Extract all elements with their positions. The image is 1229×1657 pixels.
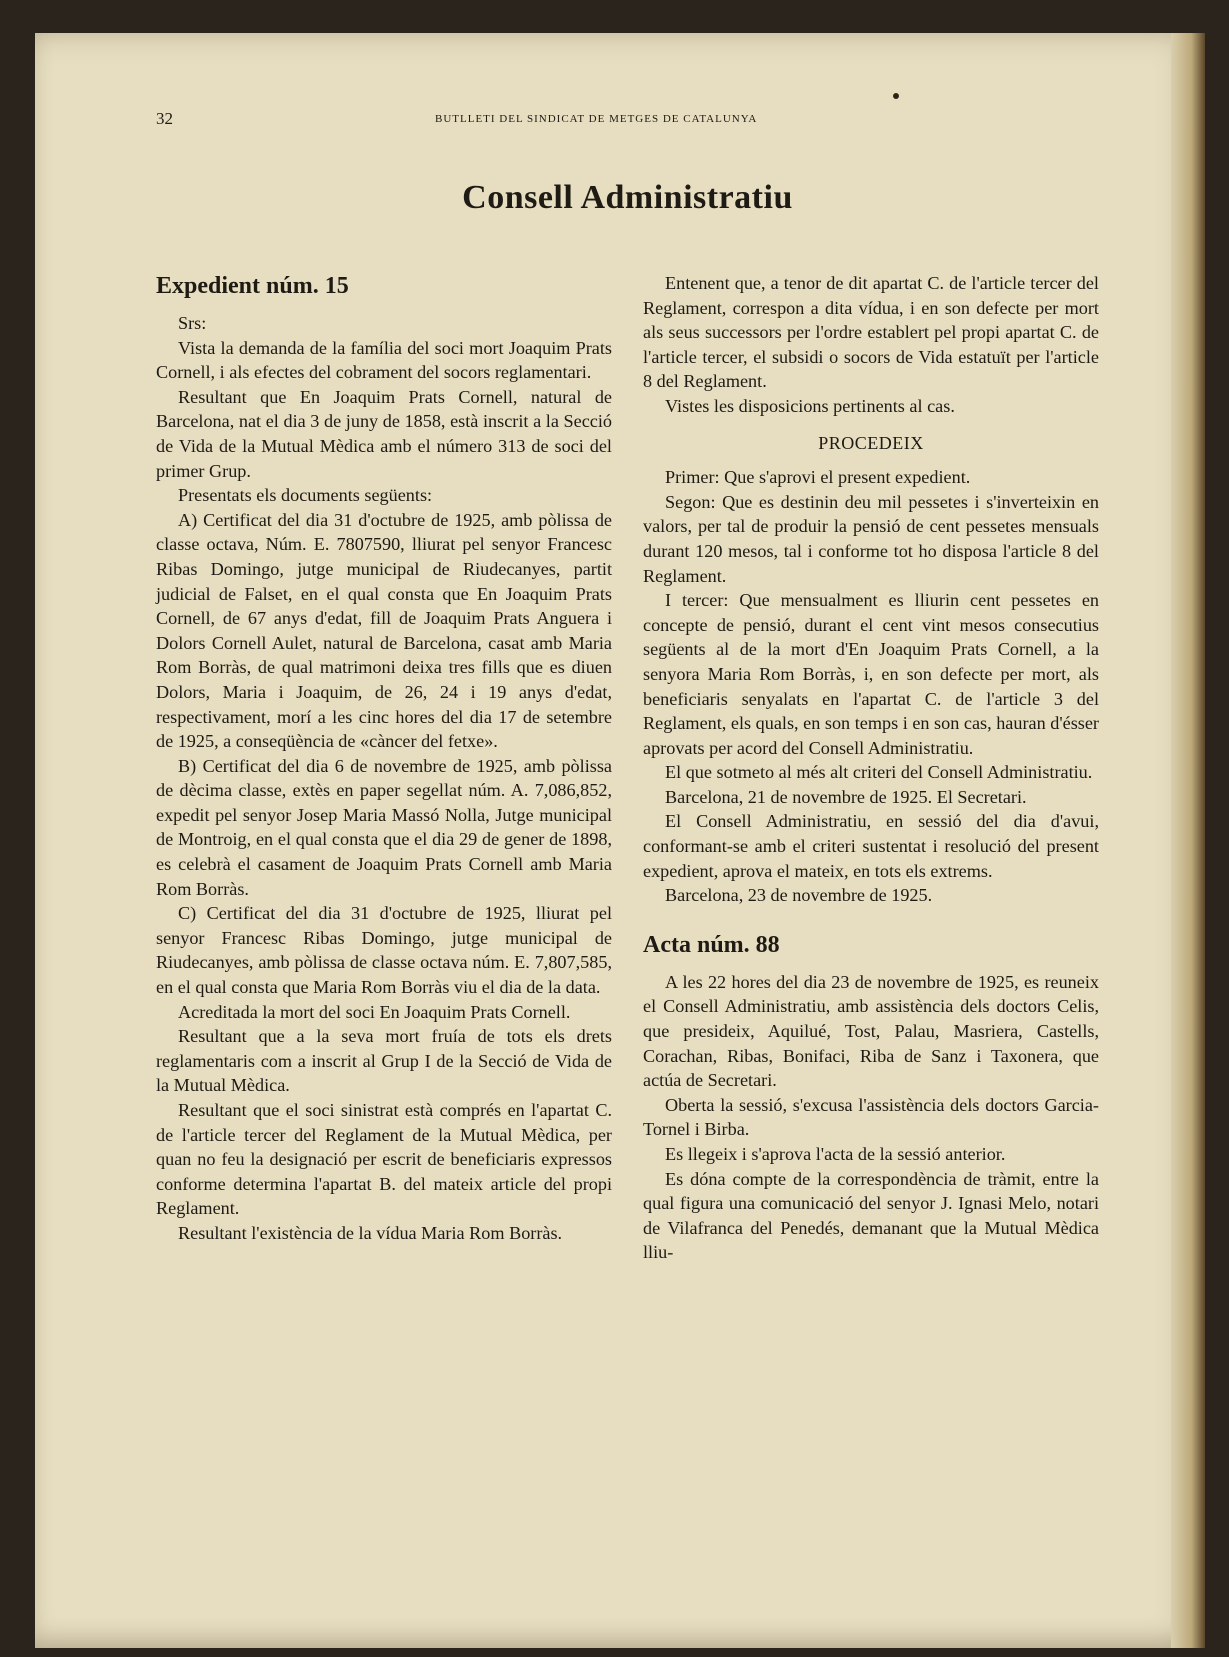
page-title: Consell Administratiu — [462, 179, 793, 216]
paragraph: Vista la demanda de la família del soci mort Joaquim Prats Cornell, i als efectes del cobrament del socors reglamentari. — [156, 337, 612, 383]
paragraph: Resultant l'existència de la vídua Maria Rom Borràs. — [178, 1222, 563, 1243]
paragraph: Acreditada la mort del soci En Joaquim Prats Cornell. — [178, 1001, 571, 1022]
paragraph: Resultant que el soci sinistrat està comprés en l'apartat C. de l'article tercer del Reglament de la Mutual Mèdica, per quan no feu la designació per escrit de beneficiaris expressos conforme determina l'apartat B. del mateix article del propi Reglament. — [156, 1100, 612, 1219]
paragraph: Oberta la sessió, s'excusa l'assistència dels doctors Garcia-Tornel i Birba. — [643, 1094, 1099, 1140]
right-column — [643, 271, 1099, 1265]
paragraph: Vistes les disposicions pertinents al cas. — [665, 395, 955, 416]
acta-paragraphs — [643, 970, 1099, 1265]
paragraph: Es llegeix i s'aprova l'acta de la sessió anterior. — [665, 1144, 1006, 1164]
book-spine — [1171, 33, 1205, 1648]
paragraph: Srs: — [178, 313, 207, 333]
left-column — [156, 271, 612, 1246]
paragraph: I tercer: Que mensualment es lliurin cent pessetes en concepte de pensió, durant el cent vint mesos consecutius següents al de la mort d'En Joaquim Prats Cornell, a la senyora Maria Rom Borràs, i, en son defecte per mort, als beneficiaris senyalats en l'apartat C. de l'article 3 del Reglament, els quals, en son temps i en son cas, hauran d'ésser aprovats per acord del Consell Administratiu. — [643, 590, 1099, 758]
paragraph: A) Certificat del dia 31 d'octubre de 1925, amb pòlissa de classe octava, Núm. E. 7807590, lliurat pel senyor Francesc Ribas Domingo, jutge municipal de Riudecanyes, partit judicial de Falset, en el qual consta que En Joaquim Prats Cornell, de 67 anys d'edat, fill de Joaquim Prats Anguera i Dolors Cornell Aulet, natural de Barcelona, casat amb Maria Rom Borràs, de qual matrimoni deixa tres fills que es diuen Dolors, Maria i Joaquim, de 26, 24 i 19 anys d'edat, respectivament, morí a les cinc hores del dia 17 de setembre de 1925, a conseqüència de «càncer del fetxe». — [156, 509, 612, 752]
paragraph: Segon: Que es destinin deu mil pessetes i s'inverteixin en valors, per tal de produir la pensió de cent pessetes mensuals durant 120 mesos, tal i conforme tot ho disposa l'article 8 del Reglament. — [643, 491, 1099, 586]
paragraph: Barcelona, 23 de novembre de 1925. — [665, 885, 933, 906]
paragraph: Resultant que En Joaquim Prats Cornell, natural de Barcelona, nat el dia 3 de juny de 1858, està inscrit a la Secció de Vida de la Mutual Mèdica amb el número 313 de soci del primer Grup. — [156, 386, 612, 481]
paragraph: B) Certificat del dia 6 de novembre de 1925, amb pòlissa de dècima classe, extès en paper segellat núm. A. 7,086,852, expedit pel senyor Josep Maria Massó Nolla, Jutge municipal de Montroig, en el qual consta que el dia 29 de gener de 1898, es celebrà el casament de Joaquim Prats Cornell amb Maria Rom Borràs. — [156, 755, 612, 899]
acta-heading: Acta núm. 88 — [643, 931, 780, 958]
paragraph: El que sotmeto al més alt criteri del Consell Administratiu. — [665, 762, 1093, 783]
paragraph: Resultant que a la seva mort fruía de tots els drets reglamentaris com a inscrit al Grup I de la Secció de Vida de la Mutual Mèdica. — [156, 1026, 612, 1096]
document-page — [35, 33, 1205, 1648]
paragraph: El Consell Administratiu, en sessió del dia d'avui, conformant-se amb el criteri sustentat i resolució del present expedient, aprova el mateix, en tots els extrems. — [643, 811, 1099, 881]
paragraph: Entenent que, a tenor de dit apartat C. de l'article tercer del Reglament, correspon a dita vídua, i en son defecte per mort als seus successors per l'ordre establert pel propi apartat C. de l'article tercer, el subsidi o socors de Vida estatuït per l'article 8 del Reglament. — [643, 273, 1099, 392]
paragraph: C) Certificat del dia 31 d'octubre de 1925, lliurat pel senyor Francesc Ribas Domingo, jutge municipal de Riudecanyes, amb pòlissa de classe octava núm. E. 7,807,585, en el qual consta que Maria Rom Borràs viu el dia de la data. — [156, 903, 612, 998]
ink-dot — [893, 93, 899, 99]
expedient-heading: Expedient núm. 15 — [156, 273, 349, 299]
running-head: BUTLLETI DEL SINDICAT DE METGES DE CATALUNYA — [435, 113, 758, 125]
procedeix-heading: PROCEDEIX — [818, 432, 924, 453]
paragraph: Barcelona, 21 de novembre de 1925. El Secretari. — [665, 786, 1027, 807]
page-number: 32 — [156, 109, 173, 128]
paragraph: Presentats els documents següents: — [178, 485, 433, 506]
paragraph: A les 22 hores del dia 23 de novembre de 1925, es reuneix el Consell Administratiu, amb assistència dels doctors Celis, que presideix, Aquilué, Tost, Palau, Masriera, Castells, Corachan, Ribas, Bonifaci, Riba de Sanz i Taxonera, que actúa de Secretari. — [643, 971, 1099, 1091]
left-paragraphs — [156, 311, 612, 1246]
right-middle-paragraphs — [643, 465, 1099, 908]
paragraph: Primer: Que s'aprovi el present expedient. — [665, 467, 971, 488]
paragraph: Es dóna compte de la correspondència de tràmit, entre la qual figura una comunicació del senyor J. Ignasi Melo, notari de Vilafranca del Penedés, demanant que la Mutual Mèdica lliu- — [643, 1168, 1099, 1263]
right-top-paragraphs — [643, 271, 1099, 419]
